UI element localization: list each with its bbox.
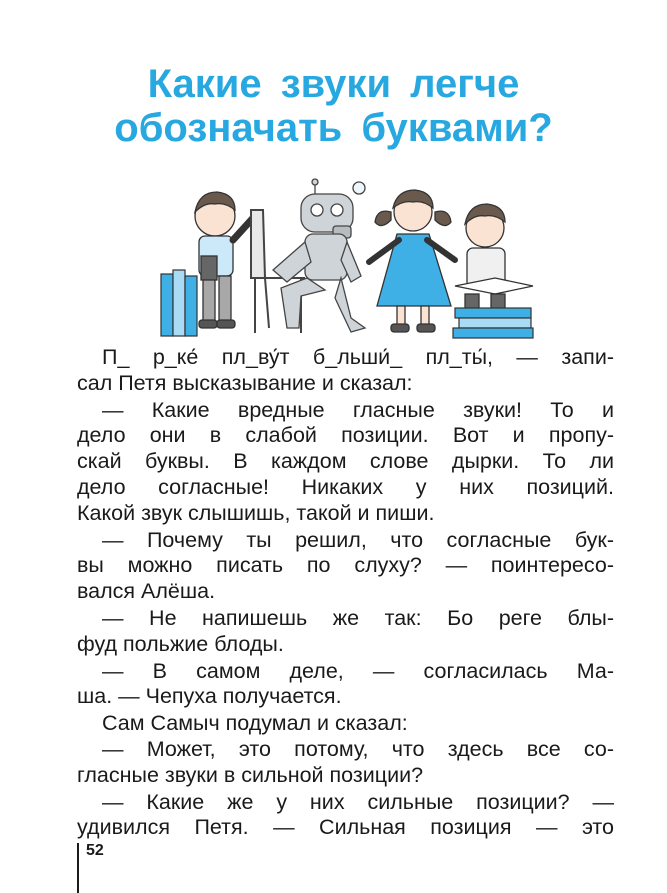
text-line: удивился Петя. — Сильная позиция — это [77, 815, 614, 840]
text-line: гласные звуки в сильной позиции? [77, 762, 424, 787]
girl-masha-icon [369, 190, 455, 332]
text-line: П_ р_ке́ пл_ву́т б_льши́_ пл_ты́, — запи- [102, 345, 614, 369]
boy-alyosha-icon [455, 204, 533, 320]
page-number: 52 [86, 842, 104, 859]
text-line: — Почему ты решил, что согласные бук- [102, 527, 614, 552]
page-title [0, 62, 667, 150]
boy-petya-icon [195, 192, 253, 328]
text-line: сал Петя высказывание и сказал: [77, 370, 413, 395]
text-line: — Может, это потому, что здесь все со- [102, 736, 614, 761]
title-line-1: Какие звуки легче [147, 62, 520, 106]
text-line: дело согласные! Никаких у них позиций. [77, 474, 614, 499]
text-line: ша. — Чепуха получается. [77, 684, 342, 709]
text-line: скай буквы. В каждом слове дырки. То ли [77, 449, 614, 474]
robot-sam-samych-icon [273, 179, 365, 332]
book-stack-right-icon [453, 308, 533, 338]
page-number-rule [77, 843, 79, 893]
children-and-robot-illustration [155, 178, 550, 343]
text-line: Сам Самыч подумал и сказал: [102, 711, 408, 736]
text-line: — Какие вредные гласные звуки! То и [102, 397, 614, 422]
title-line-2: обозначать буквами? [114, 106, 553, 150]
book-stack-left-icon [161, 270, 197, 336]
body-text [77, 345, 614, 841]
text-line: — В самом деле, — согласилась Ма- [102, 658, 614, 683]
text-line: Какой звук слышишь, такой и пиши. [77, 500, 435, 525]
text-line: дело они в слабой позиции. Вот и пропу- [77, 423, 614, 448]
text-line: вался Алёша. [77, 579, 216, 604]
text-line: — Не напишешь же так: Бо реге блы- [102, 605, 614, 630]
text-line: фуд польжие блоды. [77, 631, 284, 656]
text-line: вы можно писать по слуху? — поинтересо- [77, 553, 614, 578]
text-line: — Какие же у них сильные позиции? — [102, 789, 614, 814]
